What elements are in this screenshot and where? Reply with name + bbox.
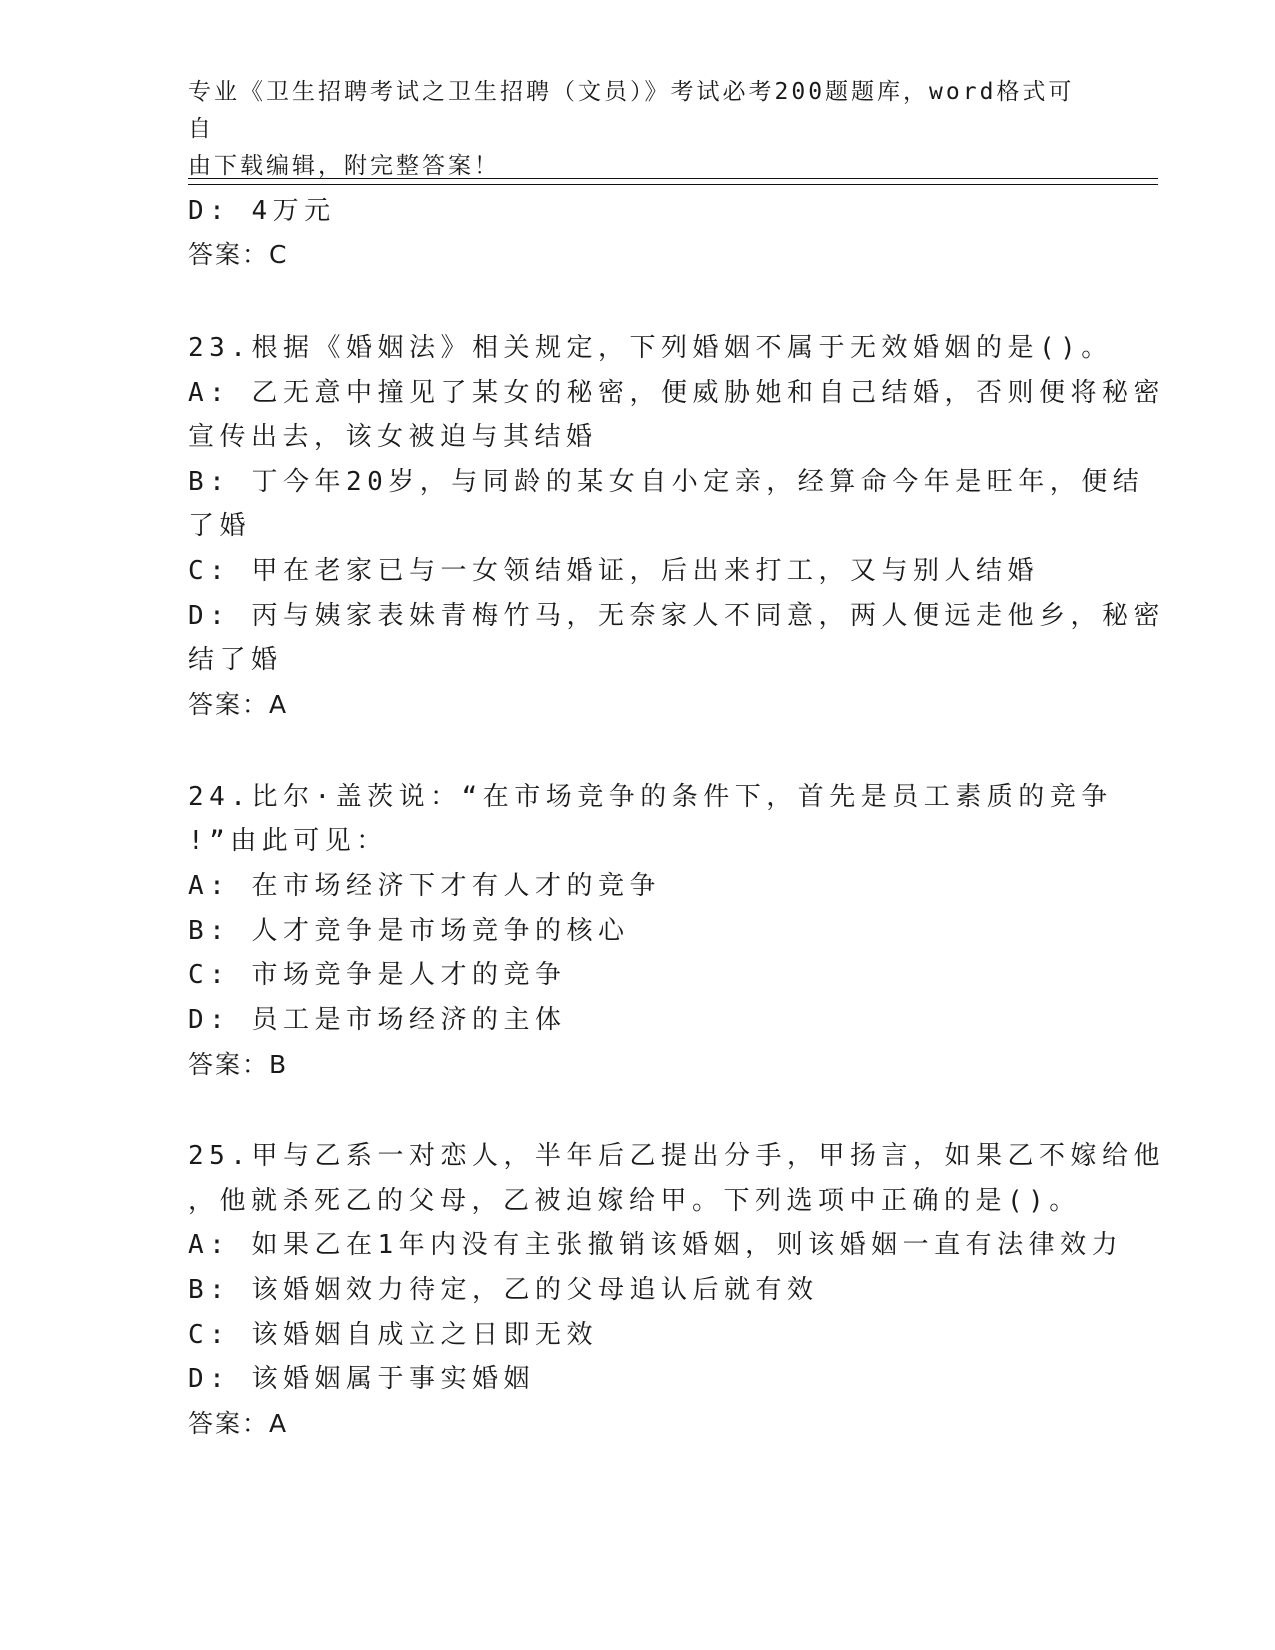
q24-line-6: D: 员工是市场经济的主体 xyxy=(188,1005,567,1035)
q24-line-3: A: 在市场经济下才有人才的竞争 xyxy=(188,871,661,901)
q24-line-1: 24.比尔·盖茨说：“在市场竞争的条件下，首先是员工素质的竞争 xyxy=(188,782,1113,812)
q23-answer: 答案：A xyxy=(188,690,289,719)
q23-line-2: A: 乙无意中撞见了某女的秘密，便威胁她和自己结婚，否则便将秘密 xyxy=(188,378,1165,408)
q23-line-6: C: 甲在老家已与一女领结婚证，后出来打工，又与别人结婚 xyxy=(188,556,1039,586)
q23-line-5: 了婚 xyxy=(188,511,252,541)
q24-answer: 答案：B xyxy=(188,1050,289,1079)
header-line-1: 专业《卫生招聘考试之卫生招聘（文员）》考试必考200题题库，word格式可自 xyxy=(188,79,1075,142)
answer-prev: 答案：C xyxy=(188,240,289,269)
q24-line-2: !”由此可见： xyxy=(188,826,388,856)
header-divider-bottom xyxy=(188,184,1158,185)
q23-line-1: 23.根据《婚姻法》相关规定，下列婚姻不属于无效婚姻的是()。 xyxy=(188,333,1113,363)
q24-line-5: C: 市场竞争是人才的竞争 xyxy=(188,960,567,990)
q25-line-5: C: 该婚姻自成立之日即无效 xyxy=(188,1320,598,1350)
document-header xyxy=(188,74,1088,185)
q23-line-8: 结了婚 xyxy=(188,645,283,675)
q24-line-4: B: 人才竞争是市场竞争的核心 xyxy=(188,916,630,946)
header-divider-top xyxy=(188,178,1158,179)
q25-line-1: 25.甲与乙系一对恋人，半年后乙提出分手，甲扬言，如果乙不嫁给他 xyxy=(188,1141,1165,1171)
q25-answer: 答案：A xyxy=(188,1409,289,1438)
q25-line-4: B: 该婚姻效力待定，乙的父母追认后就有效 xyxy=(188,1275,819,1305)
q25-line-2: ，他就杀死乙的父母，乙被迫嫁给甲。下列选项中正确的是()。 xyxy=(188,1186,1081,1216)
q23-line-4: B: 丁今年20岁，与同龄的某女自小定亲，经算命今年是旺年，便结 xyxy=(188,467,1145,497)
header-line-2: 由下载编辑，附完整答案！ xyxy=(188,153,500,179)
q23-line-7: D: 丙与姨家表妹青梅竹马，无奈家人不同意，两人便远走他乡，秘密 xyxy=(188,601,1165,631)
q23-line-3: 宣传出去，该女被迫与其结婚 xyxy=(188,422,598,452)
q25-line-3: A: 如果乙在1年内没有主张撤销该婚姻，则该婚姻一直有法律效力 xyxy=(188,1230,1124,1260)
q25-line-6: D: 该婚姻属于事实婚姻 xyxy=(188,1364,535,1394)
option-d-prev: D: 4万元 xyxy=(188,196,336,226)
